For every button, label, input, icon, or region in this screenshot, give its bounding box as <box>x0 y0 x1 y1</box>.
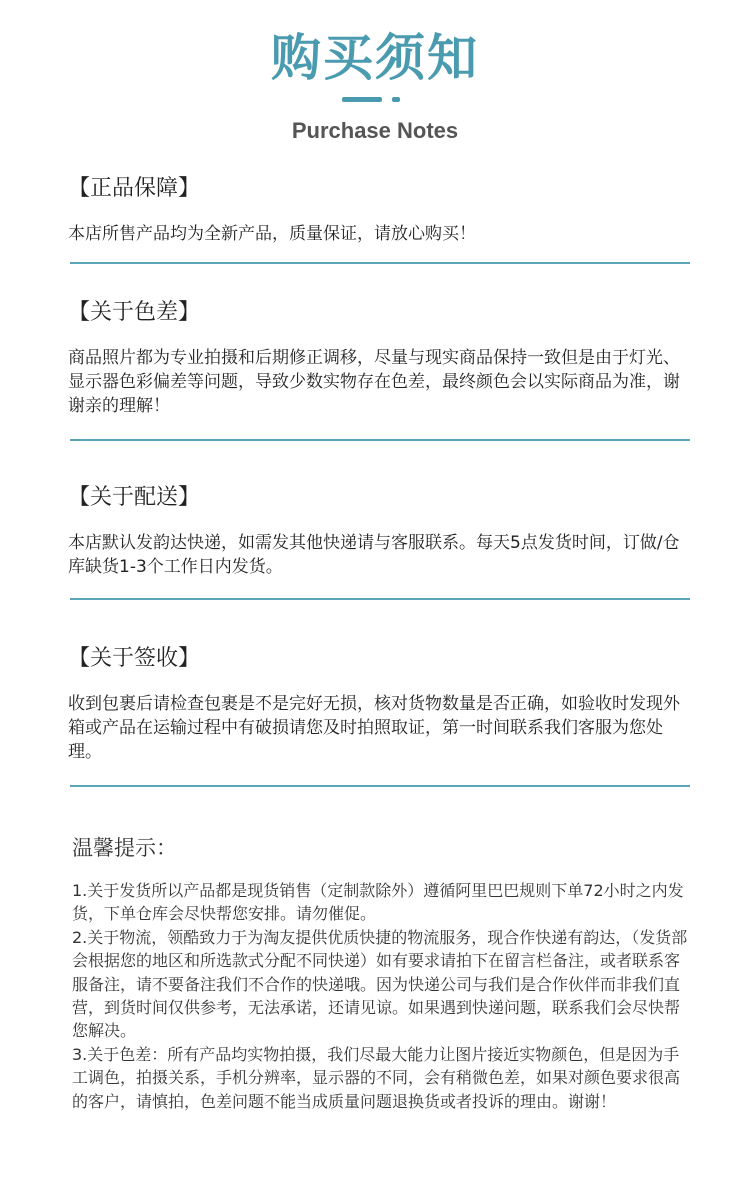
section-color-difference <box>68 296 690 418</box>
section-body: 收到包裹后请检查包裹是不是完好无损，核对货物数量是否正确，如验收时发现外箱或产品在运输过程中有破损请您及时拍照取证，第一时间联系我们客服为您处理。 <box>68 694 680 762</box>
section-title: 【关于签收】 <box>68 646 201 671</box>
tips-title: 温馨提示： <box>72 836 177 860</box>
section-body: 本店默认发韵达快递，如需发其他快递请与客服联系。每天5点发货时间，订做/仓库缺货1-3个工作日内发货。 <box>68 533 680 577</box>
tips-list <box>72 879 688 1113</box>
tips-item: 1.关于发货所以产品都是现货销售（定制款除外）遵循阿里巴巴规则下单72小时之内发货，下单仓库会尽快帮您安排。请勿催促。 <box>72 881 684 924</box>
tips-item: 2.关于物流，领酷致力于为淘友提供优质快捷的物流服务，现合作快递有韵达，（发货部会根据您的地区和所选款式分配不同快递）如有要求请拍下在留言栏备注，或者联系客服备注，请不要备注我们不合作的快递哦。因为快递公司与我们是合作伙伴而非我们直营，到货时间仅供参考，无法承诺，还请见谅。如果遇到快递问题，联系我们会尽快帮您解决。 <box>72 927 688 1041</box>
section-divider <box>70 598 690 600</box>
section-divider <box>70 785 690 787</box>
section-body: 商品照片都为专业拍摄和后期修正调移，尽量与现实商品保持一致但是由于灯光、显示器色彩偏差等问题，导致少数实物存在色差，最终颜色会以实际商品为准，谢谢亲的理解！ <box>68 348 680 416</box>
tips-item: 3.关于色差：所有产品均实物拍摄，我们尽最大能力让图片接近实物颜色，但是因为手工调色，拍摄关系，手机分辨率，显示器的不同，会有稍微色差，如果对颜色要求很高的客户，请慎拍，色差问题不能当成质量问题退换货或者投诉的理由。谢谢！ <box>72 1044 681 1111</box>
section-receipt <box>68 642 690 764</box>
section-title: 【关于配送】 <box>68 485 201 510</box>
section-delivery <box>68 481 690 579</box>
section-divider <box>70 262 690 264</box>
page-title: 购买须知 <box>271 29 479 87</box>
page-subtitle: Purchase Notes <box>291 118 459 143</box>
section-divider <box>70 439 690 441</box>
section-title: 【关于色差】 <box>68 300 201 325</box>
divider-bar <box>342 97 382 102</box>
section-authenticity <box>68 172 690 246</box>
divider-dot <box>392 97 400 102</box>
section-title: 【正品保障】 <box>68 176 201 201</box>
section-body: 本店所售产品均为全新产品，质量保证，请放心购买！ <box>68 224 476 244</box>
